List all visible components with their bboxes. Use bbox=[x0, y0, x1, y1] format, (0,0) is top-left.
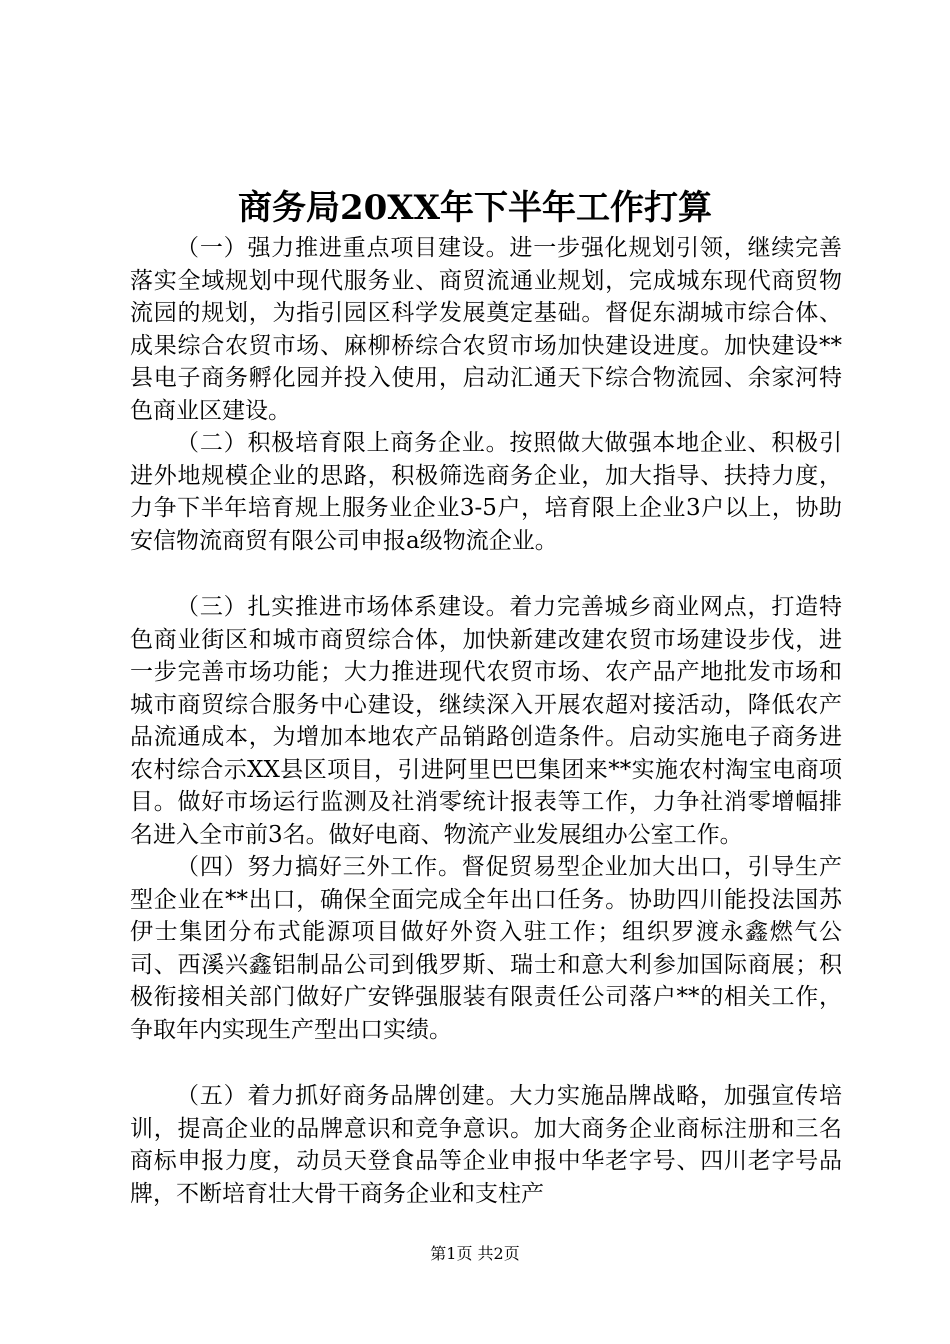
paragraph-spacer bbox=[130, 1046, 842, 1080]
document-title: 商务局20XX年下半年工作打算 bbox=[237, 188, 713, 228]
document-body bbox=[130, 232, 842, 1210]
paragraph-3: （三）扎实推进市场体系建设。着力完善城乡商业网点，打造特色商业街区和城市商贸综合体，加快新建改建农贸市场建设步伐，进一步完善市场功能；大力推进现代农贸市场、农产品产地批发市场和城市商贸综合服务中心建设，继续深入开展农超对接活动，降低农产品流通成本，为增加本地农产品销路创造条件。启动实施电子商务进农村综合示XX县区项目，引进阿里巴巴集团来**实施农村淘宝电商项目。做好市场运行监测及社消零统计报表等工作，力争社消零增幅排名进入全市前3名。做好电商、物流产业发展组办公室工作。 bbox=[130, 594, 842, 848]
paragraph-spacer bbox=[130, 557, 842, 591]
paragraph-2: （二）积极培育限上商务企业。按照做大做强本地企业、积极引进外地规模企业的思路，积极筛选商务企业，加大指导、扶持力度，力争下半年培育规上服务业企业3-5户，培育限上企业3户以上，协助安信物流商贸有限公司申报a级物流企业。 bbox=[130, 430, 842, 554]
paragraph-1: （一）强力推进重点项目建设。进一步强化规划引领，继续完善落实全域规划中现代服务业、商贸流通业规划，完成城东现代商贸物流园的规划，为指引园区科学发展奠定基础。督促东湖城市综合体、成果综合农贸市场、麻柳桥综合农贸市场加快建设进度。加快建设**县电子商务孵化园并投入使用，启动汇通天下综合物流园、余家河特色商业区建设。 bbox=[130, 235, 842, 424]
paragraph-5: （五）着力抓好商务品牌创建。大力实施品牌战略，加强宣传培训，提高企业的品牌意识和竞争意识。加大商务企业商标注册和三名商标申报力度，动员天登食品等企业申报中华老字号、四川老字号品牌，不断培育壮大骨干商务企业和支柱产 bbox=[130, 1083, 842, 1207]
page-number-footer: 第1页 共2页 bbox=[430, 1244, 520, 1263]
paragraph-4: （四）努力搞好三外工作。督促贸易型企业加大出口，引导生产型企业在**出口，确保全面完成全年出口任务。协助四川能投法国苏伊士集团分布式能源项目做好外资入驻工作；组织罗渡永鑫燃气公司、西溪兴鑫铝制品公司到俄罗斯、瑞士和意大利参加国际商展；积极衔接相关部门做好广安铧强服装有限责任公司落户**的相关工作，争取年内实现生产型出口实绩。 bbox=[130, 854, 842, 1043]
